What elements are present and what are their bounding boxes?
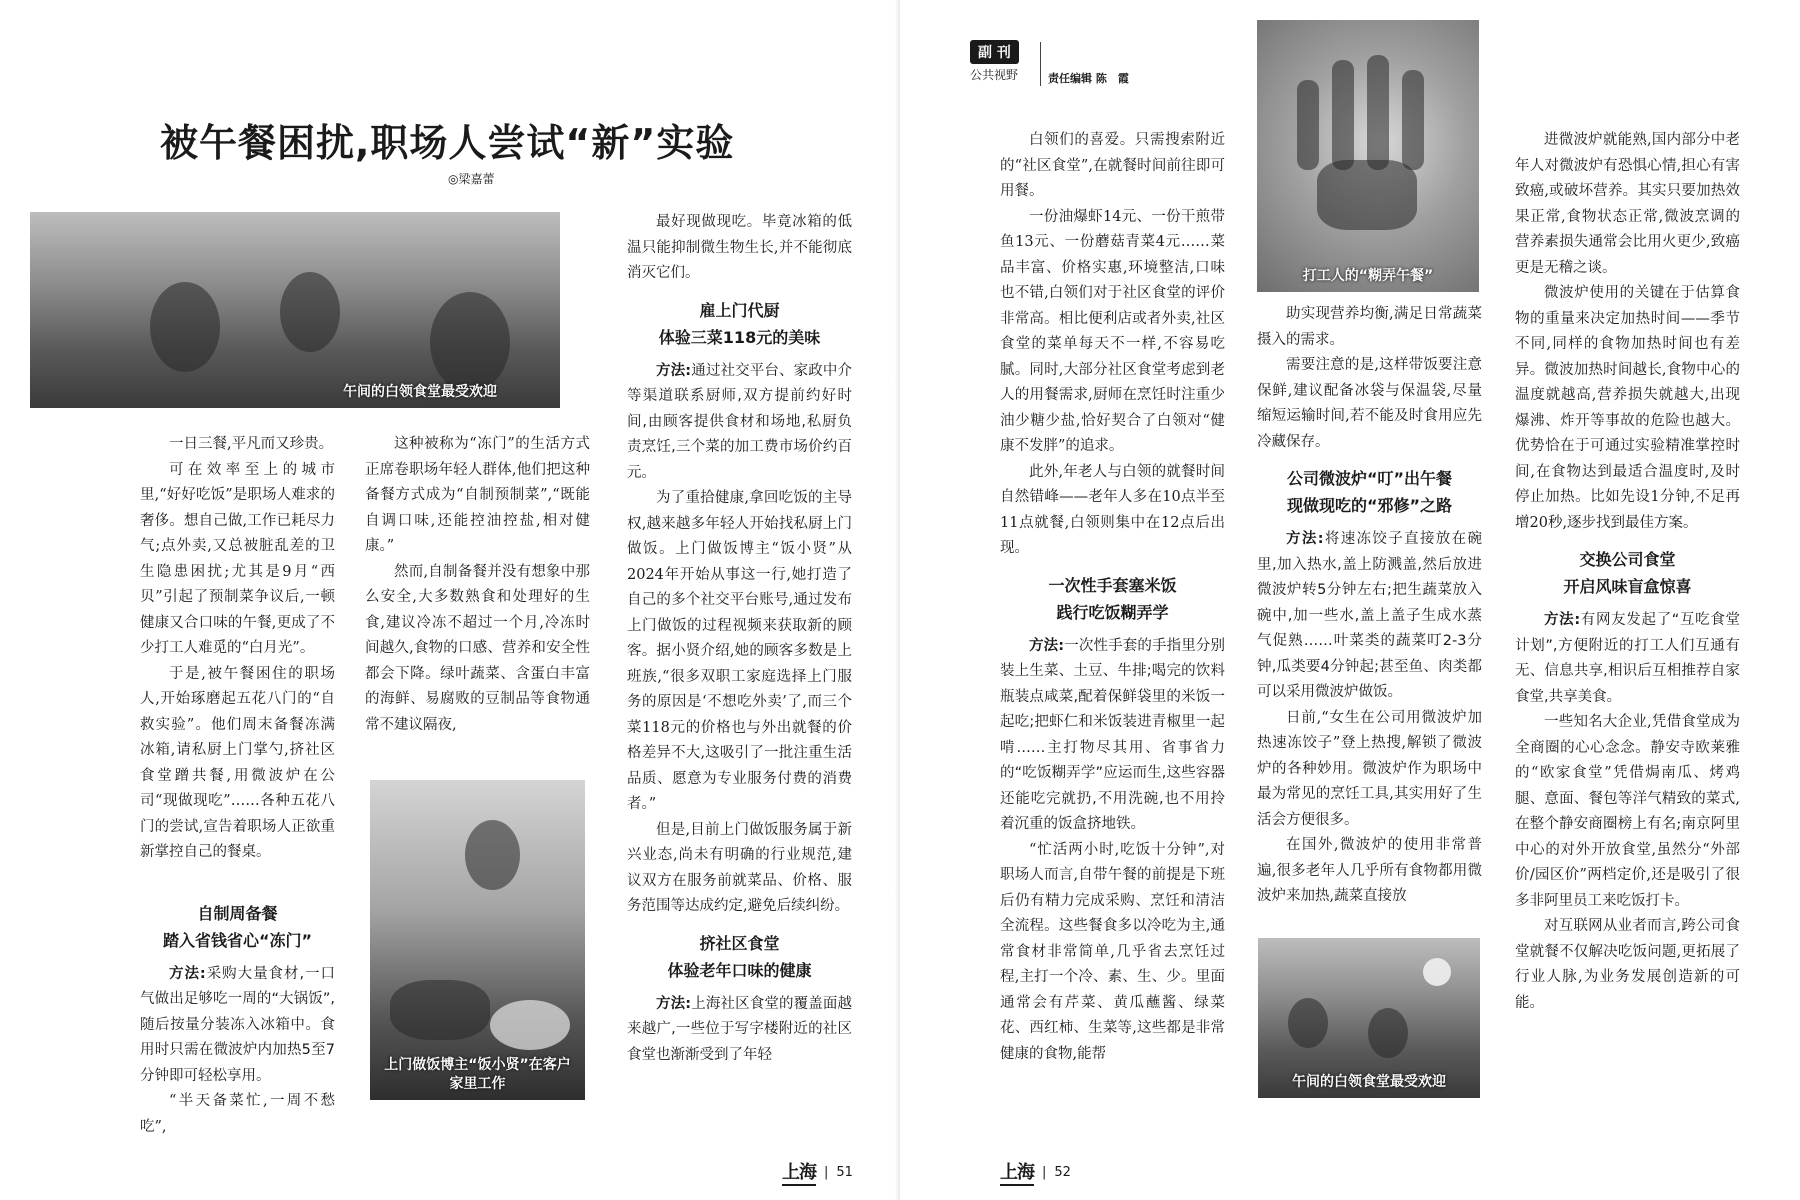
header-divider bbox=[1040, 42, 1041, 86]
paragraph: 助实现营养均衡,满足日常蔬菜摄入的需求。 bbox=[1257, 306, 1482, 348]
magazine-logo: 上海 bbox=[782, 1158, 816, 1186]
paragraph: 进微波炉就能熟,国内部分中老年人对微波炉有恐惧心情,担心有害致癌,或破坏营养。其实只要加热效果正常,食物状态正常,微波烹调的营养素损失通常会比用火更少,致癌更是无稽之谈。 bbox=[1515, 132, 1740, 276]
section-heading: 自制周备餐 踏入省钱省心“冻门” bbox=[162, 903, 313, 950]
canteen-photo-2 bbox=[1258, 938, 1480, 1098]
paragraph: 在国外,微波炉的使用非常普遍,很多老年人几乎所有食物都用微波炉来加热,蔬菜直接放 bbox=[1257, 837, 1482, 904]
method-paragraph: 方法:将速冻饺子直接放在碗里,加入热水,盖上防溅盖,然后放进微波炉转5分钟左右;把生蔬菜放入碗中,加一些水,盖上盖子生成水蒸气促熟……叶菜类的蔬菜叮2-3分钟,瓜类要4分钟起;甚至鱼、肉类都可以采用微波炉做饭。 bbox=[1257, 531, 1482, 700]
right-column-3 bbox=[1515, 128, 1740, 1016]
section-header bbox=[970, 40, 1019, 83]
cook-photo bbox=[370, 780, 585, 1100]
paragraph: 白领们的喜爱。只需搜索附近的“社区食堂”,在就餐时间前往即可用餐。 bbox=[1000, 132, 1225, 199]
photo-caption: 上门做饭博主“饭小贤”在客户家里工作 bbox=[384, 1057, 571, 1093]
photo-caption: 打工人的“糊弄午餐” bbox=[1302, 268, 1434, 285]
paragraph: 最好现做现吃。毕竟冰箱的低温只能抑制微生物生长,并不能彻底消灭它们。 bbox=[627, 214, 852, 281]
canteen-photo bbox=[30, 212, 560, 408]
method-paragraph: 方法:采购大量食材,一口气做出足够吃一周的“大锅饭”,随后按量分装冻入冰箱中。食用时只需在微波炉内加热5至7分钟即可轻松享用。 bbox=[140, 965, 335, 1084]
magazine-logo: 上海 bbox=[1000, 1158, 1034, 1186]
paragraph: 一些知名大企业,凭借食堂成为全商圈的心心念念。静安寺欧莱雅的“欧家食堂”凭借焗南瓜、烤鸡腿、意面、餐包等洋气精致的菜式,在整个静安商圈榜上有名;南京阿里中心的对外开放食堂,虽然分“外部价/园区价”两档定价,还是吸引了很多非阿里员工来吃饭打卡。 bbox=[1515, 714, 1740, 909]
paragraph: 微波炉使用的关键在于估算食物的重量来决定加热时间——季节不同,同样的食物加热时间也有差异。微波加热时间越长,食物中心的温度就越高,营养损失就越大,出现爆沸、炸开等事故的危险也越大。优势恰在于可通过实验精准掌控时间,在食物达到最适合温度时,及时停止加热。比如先设1分钟,不足再增20秒,逐步找到最佳方案。 bbox=[1515, 285, 1740, 531]
method-paragraph: 方法:有网友发起了“互吃食堂计划”,方便附近的打工人们互通有无、信息共享,相识后互相推荐自家食堂,共享美食。 bbox=[1515, 612, 1740, 705]
paragraph: 一份油爆虾14元、一份干煎带鱼13元、一份蘑菇青菜4元……菜品丰富、价格实惠,环境整洁,口味也不错,白领们对于社区食堂的评价非常高。相比便利店或者外卖,社区食堂的菜单每天不一样,不容易吃腻。同时,大部分社区食堂考虑到老人的用餐需求,厨师在烹饪时注重少油少糖少盐,恰好契合了白领对“健康不发胖”的追求。 bbox=[1000, 208, 1225, 454]
article-title: 被午餐困扰,职场人尝试“新”实验 bbox=[160, 121, 735, 165]
page-number: 52 bbox=[1054, 1164, 1071, 1180]
paragraph: 对互联网从业者而言,跨公司食堂就餐不仅解决吃饭问题,更拓展了行业人脉,为业务发展创造新的可能。 bbox=[1515, 918, 1740, 1011]
section-heading: 雇上门代厨 体验三菜118元的美味 bbox=[658, 300, 821, 347]
photo-caption: 午间的白领食堂最受欢迎 bbox=[343, 384, 497, 401]
page-footer-right: 上海 | 52 bbox=[1000, 1158, 1071, 1186]
editor-credit: 责任编辑 陈 霞 bbox=[1048, 72, 1129, 85]
method-paragraph: 方法:通过社交平台、家政中介等渠道联系厨师,双方提前约好时间,由顾客提供食材和场地,私厨负责烹饪,三个菜的加工费市场价约百元。 bbox=[627, 362, 852, 481]
paragraph: 但是,目前上门做饭服务属于新兴业态,尚未有明确的行业规范,建议双方在服务前就菜品、价格、服务范围等达成约定,避免后续纠纷。 bbox=[627, 821, 852, 914]
byline: ◎梁嘉蕾 bbox=[448, 172, 495, 186]
paragraph: 于是,被午餐困住的职场人,开始琢磨起五花八门的“自救实验”。他们周末备餐冻满冰箱,请私厨上门掌勺,挤社区食堂蹭共餐,用微波炉在公司“现做现吃”……各种五花八门的尝试,宣告着职场人正欲重新掌控自己的餐桌。 bbox=[140, 665, 335, 860]
section-heading: 公司微波炉“叮”出午餐 现做现吃的“邪修”之路 bbox=[1286, 469, 1453, 515]
right-column-2 bbox=[1257, 302, 1482, 910]
paragraph: “忙活两小时,吃饭十分钟”,对职场人而言,自带午餐的前提是下班后仍有精力完成采购、烹饪和清洁全流程。这些餐食多以冷吃为主,通常食材非常简单,几乎省去烹饪过程,主打一个冷、素、生、少。里面通常会有芹菜、黄瓜蘸酱、绿菜花、西红柿、生菜等,这些都是非常健康的食物,能帮 bbox=[1000, 841, 1225, 1062]
photo-caption: 午间的白领食堂最受欢迎 bbox=[1292, 1074, 1446, 1091]
section-subtitle: 公共视野 bbox=[970, 68, 1019, 82]
paragraph: 日前,“女生在公司用微波炉加热速冻饺子”登上热搜,解锁了微波炉的各种妙用。微波炉作为职场中最为常见的烹饪工具,其实用好了生活会方便很多。 bbox=[1257, 709, 1482, 828]
right-column-1 bbox=[1000, 128, 1225, 1067]
method-paragraph: 方法:一次性手套的手指里分别装上生菜、土豆、牛排;喝完的饮料瓶装点咸菜,配着保鲜袋里的米饭一起吃;把虾仁和米饭装进青椒里一起啃……主打物尽其用、省事省力的“吃饭糊弄学”应运而生,这些容器还能吃完就扔,不用洗碗,也不用拎着沉重的饭盒挤地铁。 bbox=[1000, 637, 1225, 832]
paragraph: 为了重拾健康,拿回吃饭的主导权,越来越多年轻人开始找私厨上门做饭。上门做饭博主“饭小贤”从2024年开始从事这一行,她打造了自己的多个社交平台账号,通过发布上门做饭的过程视频来获取新的顾客。据小贤介绍,她的顾客多数是上班族,“很多双职工家庭选择上门服务的原因是‘不想吃外卖’了,而三个菜118元的价格也与外出就餐的价格差异不大,这吸引了一批注重生活品质、愿意为专业服务付费的消费者。” bbox=[627, 490, 852, 812]
glove-lunch-photo bbox=[1257, 20, 1479, 292]
section-heading: 交换公司食堂 开启风味盲盒惊喜 bbox=[1563, 550, 1692, 596]
paragraph: 这种被称为“冻门”的生活方式正席卷职场年轻人群体,他们把这种备餐方式成为“自制预制菜”,“既能自调口味,还能控油控盐,相对健康。” bbox=[365, 436, 590, 554]
section-heading: 一次性手套塞米饭 践行吃饭糊弄学 bbox=[1048, 575, 1177, 622]
left-column-3 bbox=[627, 210, 852, 1068]
paragraph: 一日三餐,平凡而又珍贵。 bbox=[169, 436, 334, 452]
page-footer-left: 上海 | 51 bbox=[782, 1158, 853, 1186]
page-right bbox=[900, 0, 1800, 1200]
page-number: 51 bbox=[836, 1164, 853, 1180]
paragraph: “半天备菜忙,一周不愁吃”, bbox=[140, 1093, 335, 1135]
section-heading: 挤社区食堂 体验老年口味的健康 bbox=[667, 933, 812, 980]
paragraph: 需要注意的是,这样带饭要注意保鲜,建议配备冰袋与保温袋,尽量缩短运输时间,若不能及时食用应先冷藏保存。 bbox=[1257, 357, 1482, 450]
paragraph: 此外,年老人与白领的就餐时间自然错峰——老年人多在10点半至11点就餐,白领则集中在12点后出现。 bbox=[1000, 463, 1225, 556]
section-tag: 副 刊 bbox=[970, 40, 1019, 64]
paragraph: 然而,自制备餐并没有想象中那么安全,大多数熟食和处理好的生食,建议冷冻不超过一个月,冷冻时间越久,食物的口感、营养和安全性都会下降。绿叶蔬菜、含蛋白丰富的海鲜、易腐败的豆制品等食物通常不建议隔夜, bbox=[365, 563, 590, 733]
paragraph: 可在效率至上的城市里,“好好吃饭”是职场人难求的奢侈。想自己做,工作已耗尽力气;点外卖,又总被脏乱差的卫生隐患困扰;尤其是9月“西贝”引起了预制菜争议后,一顿健康又合口味的午餐,更成了不少打工人难觅的“白月光”。 bbox=[140, 461, 335, 656]
method-paragraph: 方法:上海社区食堂的覆盖面越来越广,一些位于写字楼附近的社区食堂也渐渐受到了年轻 bbox=[627, 995, 852, 1063]
left-column-1 bbox=[140, 432, 335, 1140]
left-column-2 bbox=[365, 432, 590, 738]
